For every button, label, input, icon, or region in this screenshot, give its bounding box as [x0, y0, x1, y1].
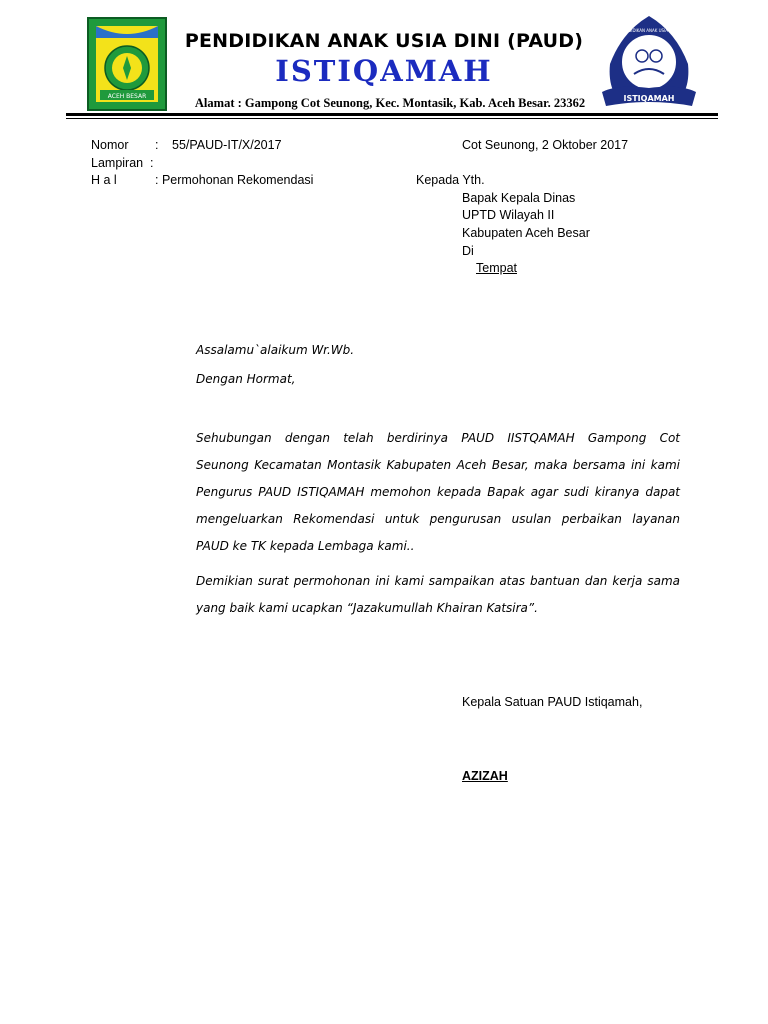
left-logo-banner-text: ACEH BESAR — [107, 93, 147, 100]
greeting: Assalamu`alaikum Wr.Wb. — [196, 343, 355, 357]
recipient-line-5: Tempat — [476, 261, 517, 275]
paragraph-1-line-2: Seunong Kecamatan Montasik Kabupaten Aceh Besar, maka bersama ini kami — [196, 458, 680, 472]
paragraph-1-line-4: mengeluarkan Rekomendasi untuk pengurusan usulan perbaikan layanan — [196, 512, 680, 526]
lampiran-separator: : — [150, 156, 154, 170]
nomor-value: 55/PAUD-IT/X/2017 — [172, 138, 282, 152]
school-address: Alamat : Gampong Cot Seunong, Kec. Montasik, Kab. Aceh Besar. 23362 — [194, 96, 586, 110]
hal-value: : Permohonan Rekomendasi — [155, 173, 314, 187]
right-logo-ribbon-text: ISTIQAMAH — [623, 94, 675, 103]
letter-date: Cot Seunong, 2 Oktober 2017 — [462, 138, 629, 152]
lampiran-label: Lampiran — [91, 156, 144, 170]
hal-label: H a l — [91, 173, 117, 187]
signer-position: Kepala Satuan PAUD Istiqamah, — [462, 695, 643, 709]
nomor-separator: : — [155, 138, 159, 152]
salutation: Dengan Hormat, — [196, 372, 296, 386]
body-paragraph-2 — [196, 568, 680, 622]
paragraph-2-line-2: yang baik kami ucapkan “Jazakumullah Khairan Katsira”. — [196, 601, 538, 615]
recipient-line-3: Kabupaten Aceh Besar — [462, 226, 590, 240]
recipient-line-2: UPTD Wilayah II — [462, 208, 555, 222]
paragraph-1-line-5: PAUD ke TK kepada Lembaga kami.. — [196, 539, 415, 553]
recipient-kepada: Kepada Yth. — [416, 173, 485, 187]
right-logo-arc-text: PENDIDIKAN ANAK USIA DINI — [620, 28, 678, 33]
school-name: ISTIQAMAH — [275, 54, 493, 88]
signer-name: AZIZAH — [462, 769, 508, 783]
paragraph-2-line-1: Demikian surat permohonan ini kami sampaikan atas bantuan dan kerja sama — [196, 574, 680, 588]
letterhead-title: PENDIDIKAN ANAK USIA DINI (PAUD) — [184, 30, 584, 52]
body-paragraph-1 — [196, 425, 680, 560]
paragraph-1-line-1: Sehubungan dengan telah berdirinya PAUD IISTQAMAH Gampong Cot — [196, 431, 680, 445]
recipient-line-1: Bapak Kepala Dinas — [462, 191, 576, 205]
recipient-line-4: Di — [462, 244, 474, 258]
nomor-label: Nomor — [91, 138, 129, 152]
header-rule-thin — [66, 118, 718, 119]
header-rule-thick — [66, 113, 718, 116]
paragraph-1-line-3: Pengurus PAUD ISTIQAMAH memohon kepada Bapak agar sudi kiranya dapat — [196, 485, 680, 499]
